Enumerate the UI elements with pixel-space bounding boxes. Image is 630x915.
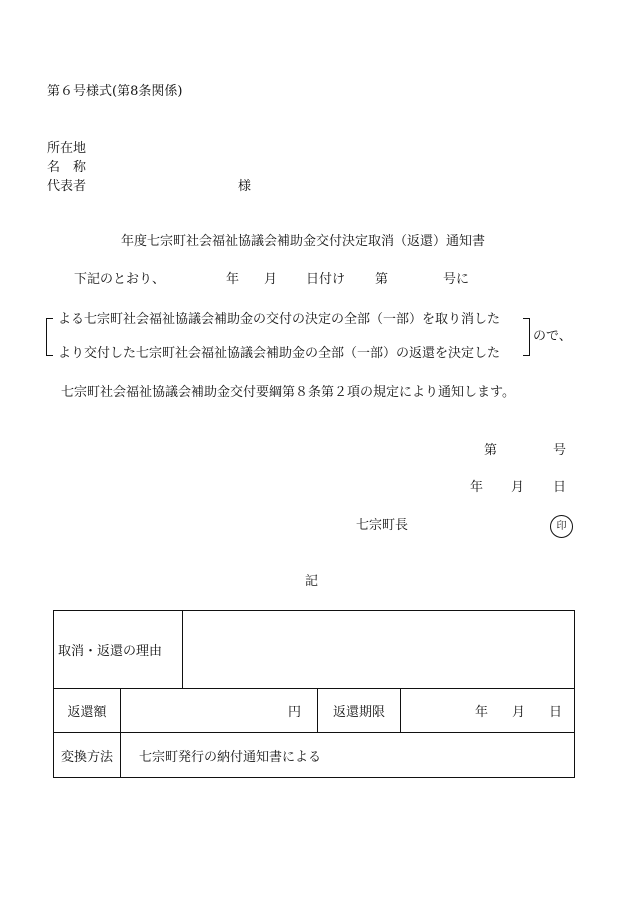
document-title: 年度七宗町社会福祉協議会補助金交付決定取消（返還）通知書 [121,234,486,249]
method-value: 七宗町発行の納付通知書による [121,733,575,778]
issuance-number-prefix: 第 [484,443,498,458]
amount-row [54,689,575,733]
bracket-option-cancel: よる七宗町社会福祉協議会補助金の交付の決定の全部（一部）を取り消した [58,312,501,327]
amount-label: 返還額 [54,689,121,733]
deadline-day: 日 [549,705,563,720]
issuance-year: 年 [470,480,484,495]
body-prefix: 下記のとおり、 [74,272,166,287]
location-label: 所在地 [47,141,87,156]
body-number-suffix: 号に [443,272,470,287]
seal-mark: 印 [550,515,573,538]
body-number-prefix: 第 [375,272,389,287]
name-label: 名 称 [47,160,87,175]
closing-line: 七宗町社会福祉協議会補助金交付要綱第８条第２項の規定により通知します。 [61,385,515,400]
method-row [54,733,575,778]
left-bracket [46,318,53,356]
record-table [53,610,575,778]
record-heading: 記 [305,574,319,589]
representative-label: 代表者 [47,179,87,194]
reason-value [183,611,575,689]
honorific: 様 [238,179,252,194]
right-bracket [523,318,530,356]
bracket-suffix: ので、 [533,329,572,344]
amount-unit: 円 [121,689,318,733]
issuance-day: 日 [553,480,567,495]
body-day-dated: 日付け [306,272,346,287]
body-month: 月 [264,272,278,287]
form-number: 第６号様式(第8条関係) [47,84,183,99]
deadline-value [401,689,575,733]
body-year: 年 [226,272,240,287]
issuer-name: 七宗町長 [356,518,409,533]
deadline-year: 年 [474,705,488,720]
method-label: 変換方法 [54,733,121,778]
deadline-month: 月 [511,705,525,720]
bracket-option-return: より交付した七宗町社会福祉協議会補助金の全部（一部）の返還を決定した [58,346,501,361]
issuance-month: 月 [511,480,525,495]
issuance-number-suffix: 号 [553,443,567,458]
reason-row [54,611,575,689]
deadline-label: 返還期限 [318,689,401,733]
reason-label: 取消・返還の理由 [54,611,183,689]
